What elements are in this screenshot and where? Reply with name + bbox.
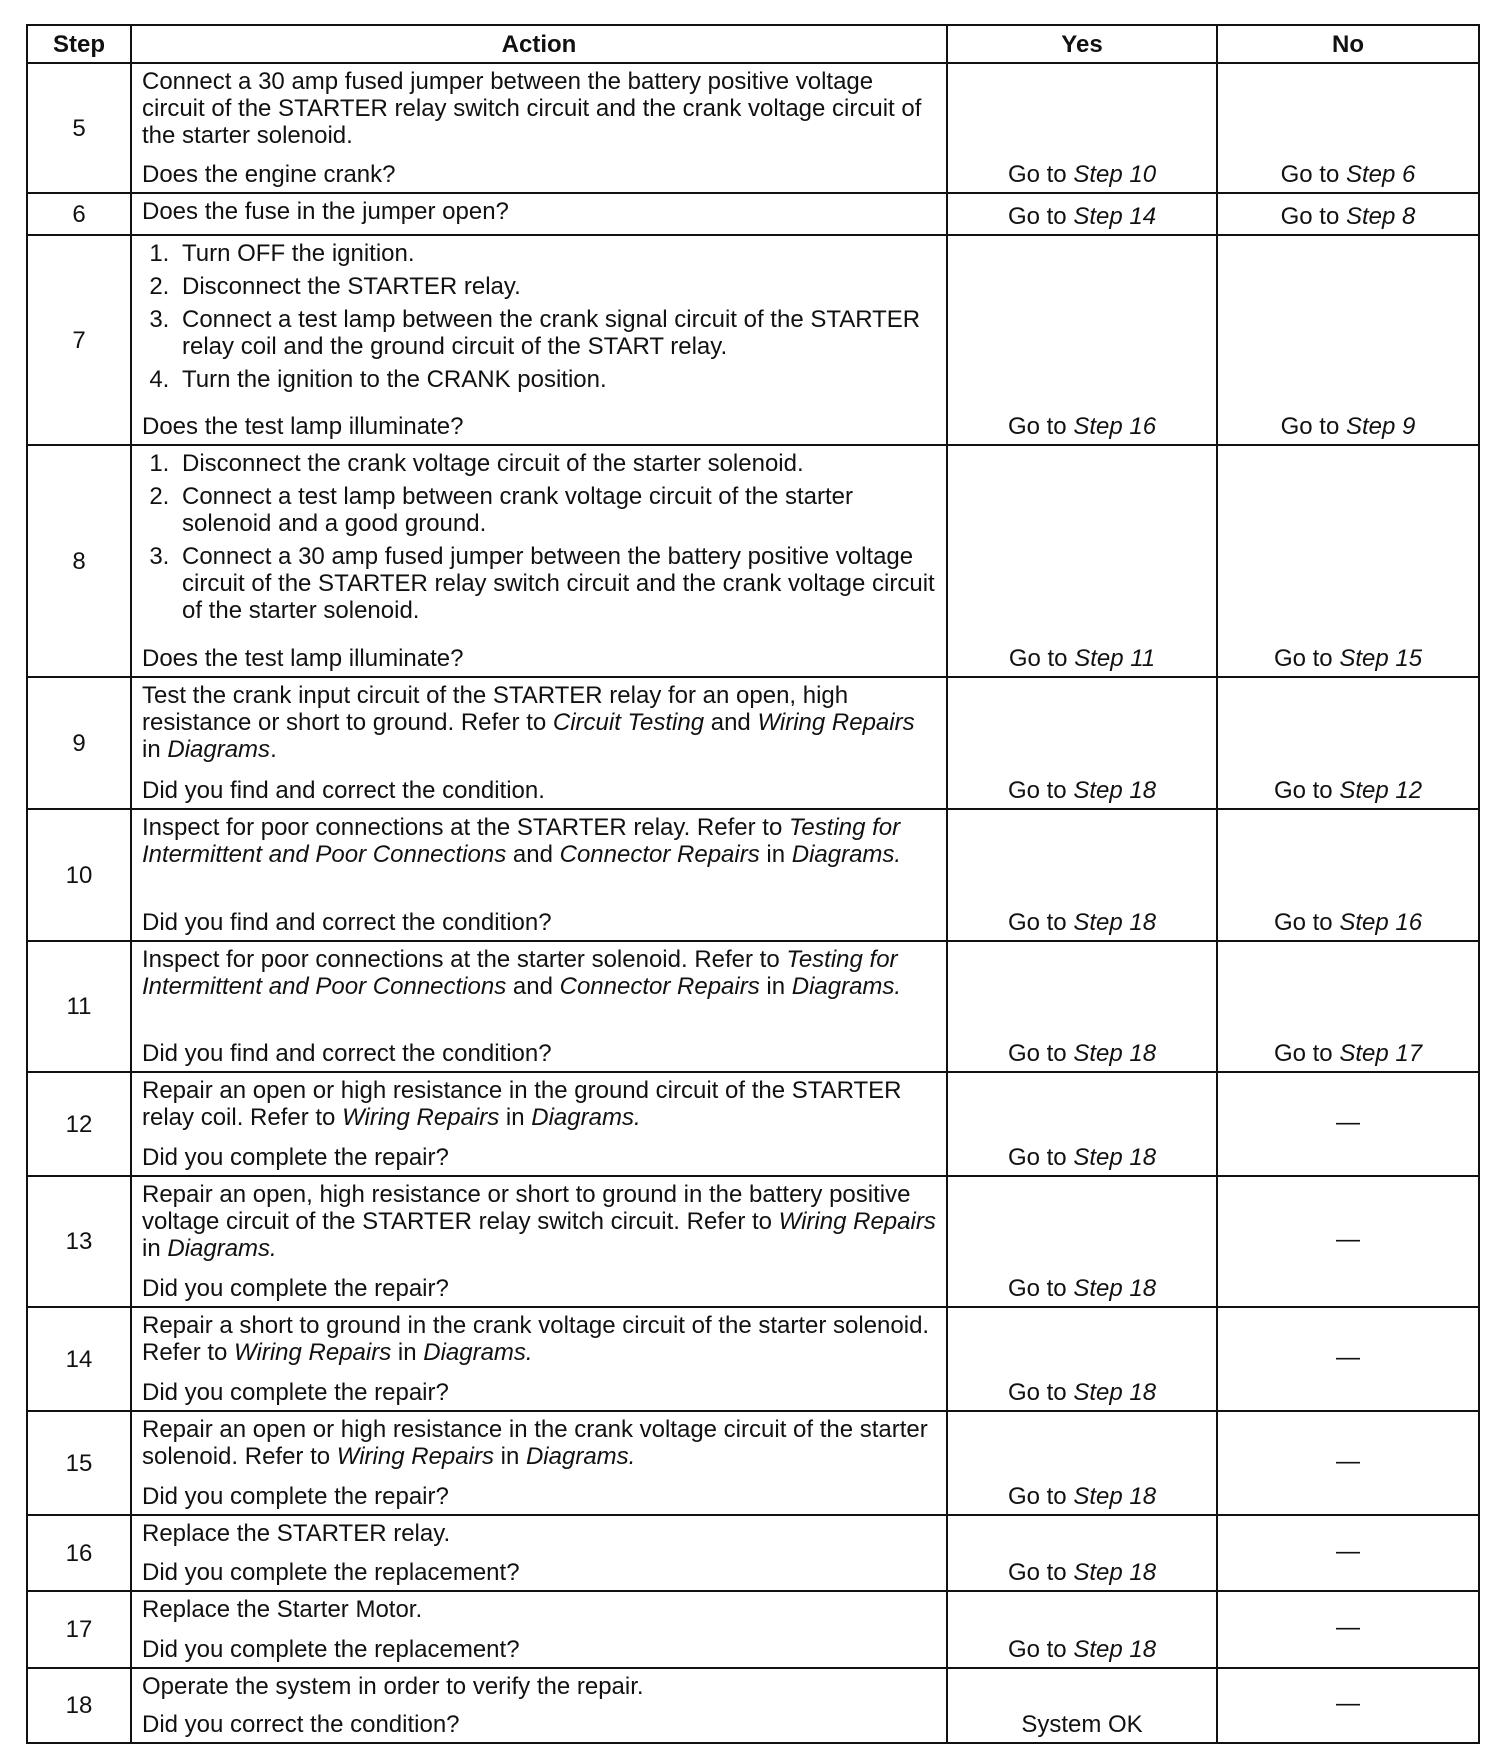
no-result (1217, 1515, 1479, 1591)
text-segment: and (506, 973, 560, 1000)
no-result-prefix: — (1336, 1537, 1360, 1565)
text-segment: and (704, 709, 758, 736)
reference-link: Connector Repairs (559, 841, 760, 868)
yes-step-reference: Step 18 (1073, 909, 1157, 936)
no-step-reference: Step 6 (1345, 161, 1416, 188)
yes-result (947, 809, 1217, 941)
table-row (27, 1668, 1479, 1743)
action-step: 2. Connect a test lamp between crank voltage circuit of the starter solenoid and a good ground. (176, 483, 936, 537)
no-step-reference: Step 8 (1345, 203, 1416, 230)
table-row (27, 1072, 1479, 1176)
table-row (27, 1515, 1479, 1591)
action-cell (131, 63, 947, 193)
no-result-prefix: Go to (1273, 909, 1340, 936)
yes-step-reference: Step 18 (1073, 1379, 1157, 1406)
yes-result (947, 445, 1217, 677)
text-segment: Repair an open, high resistance or short to ground in the battery positive voltage circuit of the STARTER relay switch circuit. Refer to (142, 1181, 911, 1235)
text-segment: in (499, 1104, 532, 1131)
step-number: 18 (27, 1668, 131, 1743)
action-step: 3. Connect a test lamp between the crank signal circuit of the STARTER relay coil and the ground circuit of the START relay. (176, 306, 936, 360)
yes-result-prefix: System OK (1021, 1711, 1143, 1738)
no-step-reference: Step 16 (1339, 909, 1423, 936)
reference-link: Diagrams. (531, 1104, 641, 1131)
text-segment: Operate the system in order to verify the repair. (142, 1673, 644, 1700)
action-cell (131, 1307, 947, 1411)
yes-result-prefix: Go to (1007, 413, 1074, 440)
action-text (142, 1596, 936, 1623)
action-question: Does the fuse in the jumper open? (142, 198, 509, 225)
no-result-prefix: — (1336, 1690, 1360, 1717)
yes-result (947, 193, 1217, 235)
yes-result-prefix: Go to (1007, 1636, 1074, 1663)
no-step-reference: Step 12 (1339, 777, 1423, 804)
action-cell (131, 193, 947, 235)
yes-step-reference: Step 14 (1073, 203, 1157, 230)
no-result (1217, 235, 1479, 445)
action-step: 1. Disconnect the crank voltage circuit of the starter solenoid. (176, 450, 936, 477)
header-step: Step (27, 25, 131, 63)
action-cell (131, 941, 947, 1072)
action-step: 1. Turn OFF the ignition. (176, 240, 936, 267)
action-text (142, 1673, 936, 1700)
yes-result (947, 1668, 1217, 1743)
no-result-prefix: Go to (1273, 645, 1340, 672)
text-segment: in (391, 1339, 424, 1366)
action-cell (131, 445, 947, 677)
yes-result (947, 677, 1217, 809)
action-steps-list (142, 240, 936, 393)
no-result (1217, 63, 1479, 193)
yes-result-prefix: Go to (1007, 1559, 1074, 1586)
header-no: No (1217, 25, 1479, 63)
action-text (142, 1181, 936, 1262)
action-step: 2. Disconnect the STARTER relay. (176, 273, 936, 300)
no-result (1217, 1176, 1479, 1307)
action-cell (131, 1515, 947, 1591)
yes-result-prefix: Go to (1007, 777, 1074, 804)
action-cell (131, 1072, 947, 1176)
no-result-prefix: — (1336, 1226, 1360, 1253)
action-question: Did you complete the repair? (142, 1275, 449, 1302)
action-text (142, 1520, 936, 1547)
action-text (142, 1416, 936, 1470)
no-result (1217, 1591, 1479, 1668)
no-result-prefix: Go to (1280, 203, 1346, 230)
yes-result (947, 235, 1217, 445)
header-action: Action (131, 25, 947, 63)
no-result-prefix: — (1336, 1447, 1360, 1475)
reference-link: Wiring Repairs (778, 1208, 936, 1235)
table-row (27, 809, 1479, 941)
step-number: 15 (27, 1411, 131, 1515)
text-segment: Repair an open or high resistance in the crank voltage circuit of the starter solenoid. Refer to (142, 1416, 928, 1470)
table-row (27, 1411, 1479, 1515)
action-question: Did you find and correct the condition. (142, 777, 545, 804)
step-number: 17 (27, 1591, 131, 1668)
reference-link: Diagrams. (525, 1443, 636, 1470)
action-step: 3. Connect a 30 amp fused jumper between the battery positive voltage circuit of the STARTER relay switch circuit and the crank voltage circuit of the starter solenoid. (176, 543, 936, 624)
no-result (1217, 809, 1479, 941)
no-step-reference: Step 15 (1339, 645, 1423, 672)
text-segment: Replace the Starter Motor. (142, 1596, 423, 1623)
yes-result (947, 1591, 1217, 1668)
action-question: Did you complete the repair? (142, 1483, 449, 1510)
step-number: 10 (27, 809, 131, 941)
yes-step-reference: Step 18 (1073, 1144, 1157, 1171)
text-segment: Replace the STARTER relay. (142, 1520, 451, 1547)
text-segment: Inspect for poor connections at the STARTER relay. Refer to (142, 814, 789, 841)
action-cell (131, 235, 947, 445)
action-steps-list (142, 450, 936, 624)
action-text (142, 814, 936, 868)
action-text (142, 68, 936, 149)
no-result-prefix: Go to (1273, 777, 1340, 804)
yes-result (947, 1307, 1217, 1411)
table-row (27, 1307, 1479, 1411)
table-row (27, 193, 1479, 235)
text-segment: in (759, 973, 792, 1000)
yes-step-reference: Step 18 (1073, 1483, 1157, 1510)
no-result-prefix: — (1336, 1108, 1360, 1136)
yes-result (947, 1515, 1217, 1591)
yes-result-prefix: Go to (1007, 1144, 1074, 1171)
no-step-reference: Step 17 (1339, 1040, 1423, 1067)
yes-result-prefix: Go to (1007, 1275, 1074, 1302)
text-segment: in (142, 1235, 168, 1262)
diagnostic-table (26, 24, 1480, 1744)
no-result-prefix: Go to (1273, 1040, 1340, 1067)
reference-link: Diagrams (167, 736, 271, 763)
action-question: Did you complete the repair? (142, 1379, 449, 1406)
yes-result-prefix: Go to (1007, 1040, 1074, 1067)
action-text (142, 1077, 936, 1131)
reference-link: Wiring Repairs (234, 1339, 392, 1366)
text-segment: Test the crank input circuit of the STARTER relay for an open, high resistance or short to ground. Refer to (142, 682, 849, 736)
header-yes: Yes (947, 25, 1217, 63)
yes-result (947, 1176, 1217, 1307)
no-result (1217, 1072, 1479, 1176)
no-result-prefix: — (1336, 1343, 1360, 1371)
table-row (27, 445, 1479, 677)
text-segment: . (270, 736, 277, 763)
step-number: 12 (27, 1072, 131, 1176)
reference-link: Wiring Repairs (342, 1104, 500, 1131)
header-row (27, 25, 1479, 63)
action-question: Did you find and correct the condition? (142, 1040, 552, 1067)
no-step-reference: Step 9 (1345, 413, 1416, 440)
reference-link: Diagrams. (423, 1339, 533, 1366)
step-number: 11 (27, 941, 131, 1072)
text-segment: and (506, 841, 560, 868)
no-result (1217, 445, 1479, 677)
action-question: Does the test lamp illuminate? (142, 413, 464, 440)
reference-link: Diagrams. (167, 1235, 277, 1262)
reference-link: Wiring Repairs (757, 709, 915, 736)
step-number: 8 (27, 445, 131, 677)
yes-result-prefix: Go to (1007, 1379, 1074, 1406)
table-row (27, 941, 1479, 1072)
step-number: 5 (27, 63, 131, 193)
action-question: Does the engine crank? (142, 161, 396, 188)
text-segment: in (142, 736, 168, 763)
yes-result (947, 1072, 1217, 1176)
action-cell (131, 1668, 947, 1743)
text-segment: Repair an open or high resistance in the ground circuit of the STARTER relay coil. Refer to (142, 1077, 902, 1131)
reference-link: Circuit Testing (552, 709, 705, 736)
table-row (27, 677, 1479, 809)
reference-link: Diagrams. (791, 973, 902, 1000)
text-segment: in (759, 841, 792, 868)
text-segment: Inspect for poor connections at the starter solenoid. Refer to (142, 946, 787, 973)
step-number: 16 (27, 1515, 131, 1591)
yes-result-prefix: Go to (1007, 1483, 1074, 1510)
yes-step-reference: Step 16 (1073, 413, 1157, 440)
action-cell (131, 1591, 947, 1668)
text-segment: in (493, 1443, 526, 1470)
action-cell (131, 809, 947, 941)
yes-result (947, 63, 1217, 193)
yes-result-prefix: Go to (1007, 909, 1074, 936)
yes-result-prefix: Go to (1008, 645, 1075, 672)
no-result-prefix: — (1336, 1614, 1360, 1641)
yes-step-reference: Step 18 (1073, 1559, 1157, 1586)
no-result-prefix: Go to (1280, 161, 1346, 188)
text-segment: Connect a 30 amp fused jumper between the battery positive voltage circuit of the STARTER relay switch circuit and the crank voltage circuit of the starter solenoid. (142, 68, 922, 149)
action-text (142, 682, 936, 763)
action-question: Did you find and correct the condition? (142, 909, 552, 936)
reference-link: Testing for Intermittent and Poor Connections (142, 814, 901, 868)
yes-step-reference: Step 18 (1073, 1636, 1157, 1663)
action-cell (131, 1176, 947, 1307)
action-step: 4. Turn the ignition to the CRANK position. (176, 366, 936, 393)
no-result (1217, 677, 1479, 809)
text-segment: Repair a short to ground in the crank voltage circuit of the starter solenoid. Refer to (142, 1312, 930, 1366)
action-question: Did you complete the repair? (142, 1144, 449, 1171)
yes-step-reference: Step 18 (1073, 777, 1157, 804)
no-result (1217, 193, 1479, 235)
no-result (1217, 941, 1479, 1072)
step-number: 9 (27, 677, 131, 809)
yes-result-prefix: Go to (1007, 203, 1074, 230)
yes-step-reference: Step 18 (1073, 1275, 1157, 1302)
action-cell (131, 1411, 947, 1515)
step-number: 13 (27, 1176, 131, 1307)
action-question: Did you complete the replacement? (142, 1636, 520, 1663)
action-cell (131, 677, 947, 809)
table-row (27, 1176, 1479, 1307)
action-question: Does the test lamp illuminate? (142, 645, 464, 672)
step-number: 14 (27, 1307, 131, 1411)
yes-step-reference: Step 10 (1073, 161, 1157, 188)
reference-link: Connector Repairs (559, 973, 760, 1000)
no-result (1217, 1668, 1479, 1743)
table-row (27, 1591, 1479, 1668)
step-number: 7 (27, 235, 131, 445)
reference-link: Wiring Repairs (336, 1443, 494, 1470)
yes-result (947, 1411, 1217, 1515)
yes-result-prefix: Go to (1007, 161, 1074, 188)
action-text (142, 1312, 936, 1366)
action-question: Did you correct the condition? (142, 1711, 460, 1738)
no-result (1217, 1411, 1479, 1515)
no-result (1217, 1307, 1479, 1411)
step-number: 6 (27, 193, 131, 235)
action-question: Did you complete the replacement? (142, 1559, 520, 1586)
table-row (27, 235, 1479, 445)
yes-step-reference: Step 11 (1074, 645, 1156, 672)
reference-link: Diagrams. (791, 841, 902, 868)
yes-result (947, 941, 1217, 1072)
table-row (27, 63, 1479, 193)
reference-link: Testing for Intermittent and Poor Connections (142, 946, 898, 1000)
no-result-prefix: Go to (1280, 413, 1346, 440)
action-text (142, 946, 936, 1000)
yes-step-reference: Step 18 (1073, 1040, 1157, 1067)
